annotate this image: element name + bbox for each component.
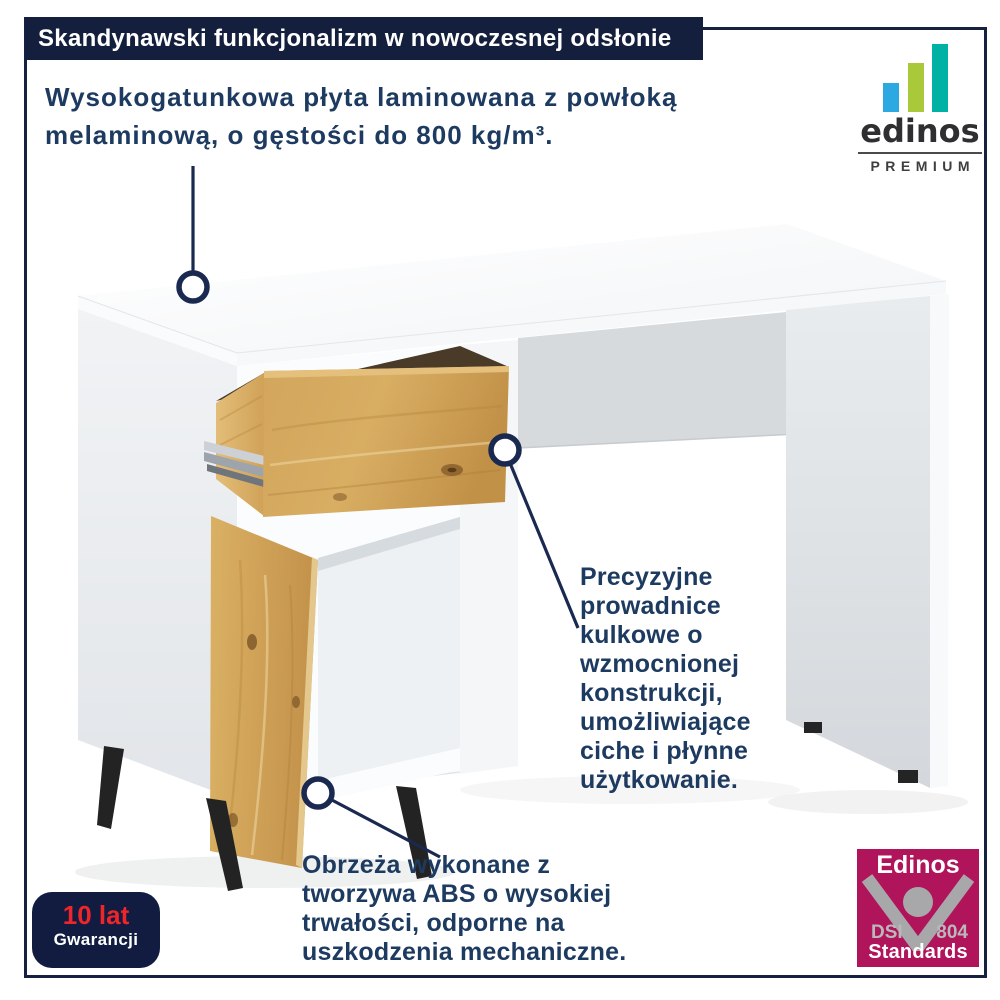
annotation-slides-line: kulkowe o: [580, 621, 703, 649]
annotation-edges: [302, 851, 626, 967]
bar-chart-icon: [855, 40, 985, 114]
annotation-slides-line: umożliwiające: [580, 708, 751, 736]
leader-line-edges: [330, 799, 440, 857]
leader-line-slides: [510, 463, 578, 628]
warranty-badge: [32, 892, 160, 968]
desk-cabinet-open: [210, 516, 460, 868]
standards-code-number: 804: [936, 922, 968, 943]
annotation-slides-line: prowadnice: [580, 592, 721, 620]
warranty-duration: 10 lat: [62, 900, 130, 930]
brand-name: edinos: [860, 112, 980, 150]
annotation-material-line: Wysokogatunkowa płyta laminowana z powłoką: [45, 82, 678, 112]
logo-divider: [858, 152, 982, 154]
annotation-edges-line: trwałości, odporne na: [302, 909, 565, 937]
standards-seal: [857, 849, 979, 967]
annotation-slides-line: konstrukcji,: [580, 679, 723, 707]
annotation-slides-line: ciche i płynne: [580, 737, 749, 765]
annotation-edges-line: tworzywa ABS o wysokiej: [302, 880, 612, 908]
standards-brand: Edinos: [876, 851, 960, 879]
annotation-edges-line: uszkodzenia mechaniczne.: [302, 938, 627, 966]
callout-marker-slides: [491, 436, 519, 464]
annotation-slides-line: wzmocnionej: [580, 650, 740, 678]
annotation-material-line: melaminową, o gęstości do 800 kg/m³.: [45, 120, 554, 150]
annotation-slides-line: użytkowanie.: [580, 766, 738, 794]
standards-label: Standards: [868, 941, 968, 963]
callout-marker-edges: [304, 779, 332, 807]
warranty-label: Gwarancji: [53, 930, 139, 949]
standards-code-dsi: DSI: [871, 922, 903, 943]
brand-logo-premium: [855, 40, 985, 174]
annotation-edges-line: Obrzeża wykonane z: [302, 851, 551, 879]
desk-body: [78, 224, 949, 800]
annotation-slides: [580, 563, 751, 795]
annotation-slides-line: Precyzyjne: [580, 563, 713, 591]
headline-banner: Skandynawski funkcjonalizm w nowoczesnej odsłonie: [25, 17, 703, 60]
brand-tier-label: PREMIUM: [870, 158, 976, 174]
callout-marker-material: [179, 273, 207, 301]
